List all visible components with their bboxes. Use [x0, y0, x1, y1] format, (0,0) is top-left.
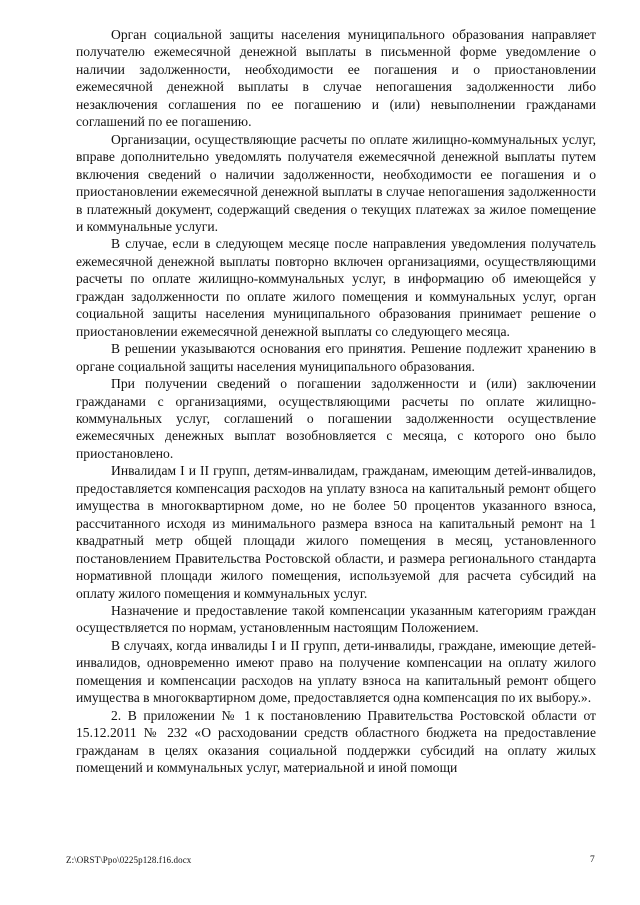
footer-file-path: Z:\ORST\Ppo\0225p128.f16.docx — [66, 855, 192, 865]
paragraph-notification: Орган социальной защиты населения муниципального образования направляет получателю ежемесячной денежной выплаты в письменной форме уведомление о наличии задолженности, необходимости ее погашения и о приостановлении ежемесячной денежной выплаты в случае непогашения задолженности либо незаключения соглашения по ее погашению и (или) невыполнении гражданами соглашений по ее погашению. — [76, 27, 596, 130]
paragraph-organizations-notice: Организации, осуществляющие расчеты по оплате жилищно-коммунальных услуг, вправе дополнительно уведомлять получателя ежемесячной денежной выплаты путем включения сведений о наличии задолженности, необходимости ее погашения и о приостановлении ежемесячной денежной выплаты в случае непогашения задолженности в платежный документ, содержащий сведения о текущих платежах за жилое помещение и коммунальные услуги. — [76, 131, 596, 234]
paragraph-compensation-choice: В случаях, когда инвалиды I и II групп, дети-инвалиды, граждане, имеющие детей-инвалидов, одновременно имеют право на получение компенсации на оплату жилого помещения и компенсации расходов на уплату взноса на капитальный ремонт общего имущества в многоквартирном доме, предоставляется одна компенсация по их выбору.». — [76, 637, 596, 706]
paragraph-decision-grounds: В решении указываются основания его принятия. Решение подлежит хранению в органе социальной защиты населения муниципального образования. — [76, 341, 596, 374]
paragraph-compensation-norms: Назначение и предоставление такой компенсации указанным категориям граждан осуществляется по нормам, установленным настоящим Положением. — [76, 602, 596, 636]
document-body — [76, 26, 596, 776]
paragraph-suspension-decision: В случае, если в следующем месяце после направления уведомления получатель ежемесячной денежной выплаты повторно включен организациями, осуществляющими расчеты по оплате жилищно-коммунальных услуг, в информацию об имеющейся у граждан задолженности по оплате жилого помещения и коммунальных услуг, орган социальной защиты населения муниципального образования принимает решение о приостановлении ежемесячной денежной выплаты со следующего месяца. — [76, 236, 596, 339]
paragraph-resumption: При получении сведений о погашении задолженности и (или) заключении гражданами с организациями, осуществляющими расчеты по оплате жилищно-коммунальных услуг, соглашений о погашении задолженности осуществление ежемесячных денежных выплат возобновляется с месяца, с которого оно было приостановлено. — [76, 376, 596, 461]
page-number: 7 — [590, 855, 595, 865]
paragraph-disabled-compensation: Инвалидам I и II групп, детям-инвалидам, гражданам, имеющим детей-инвалидов, предоставляется компенсация расходов на уплату взноса на капитальный ремонт общего имущества в многоквартирном доме, но не более 50 процентов указанного взноса, рассчитанного исходя из минимального размера взноса на капитальный ремонт на 1 квадратный метр общей площади жилого помещения в месяц, установленного постановлением Правительства Ростовской области, и размера регионального стандарта нормативной площади жилого помещения, используемой для расчета субсидий на оплату жилого помещения и коммунальных услуг. — [76, 463, 596, 601]
paragraph-amendment: 2. В приложении № 1 к постановлению Правительства Ростовской области от 15.12.2011 № 232 «О расходовании средств областного бюджета на предоставление гражданам в целях оказания социальной поддержки субсидий на оплату жилых помещений и коммунальных услуг, материальной и иной помощи — [76, 707, 596, 776]
